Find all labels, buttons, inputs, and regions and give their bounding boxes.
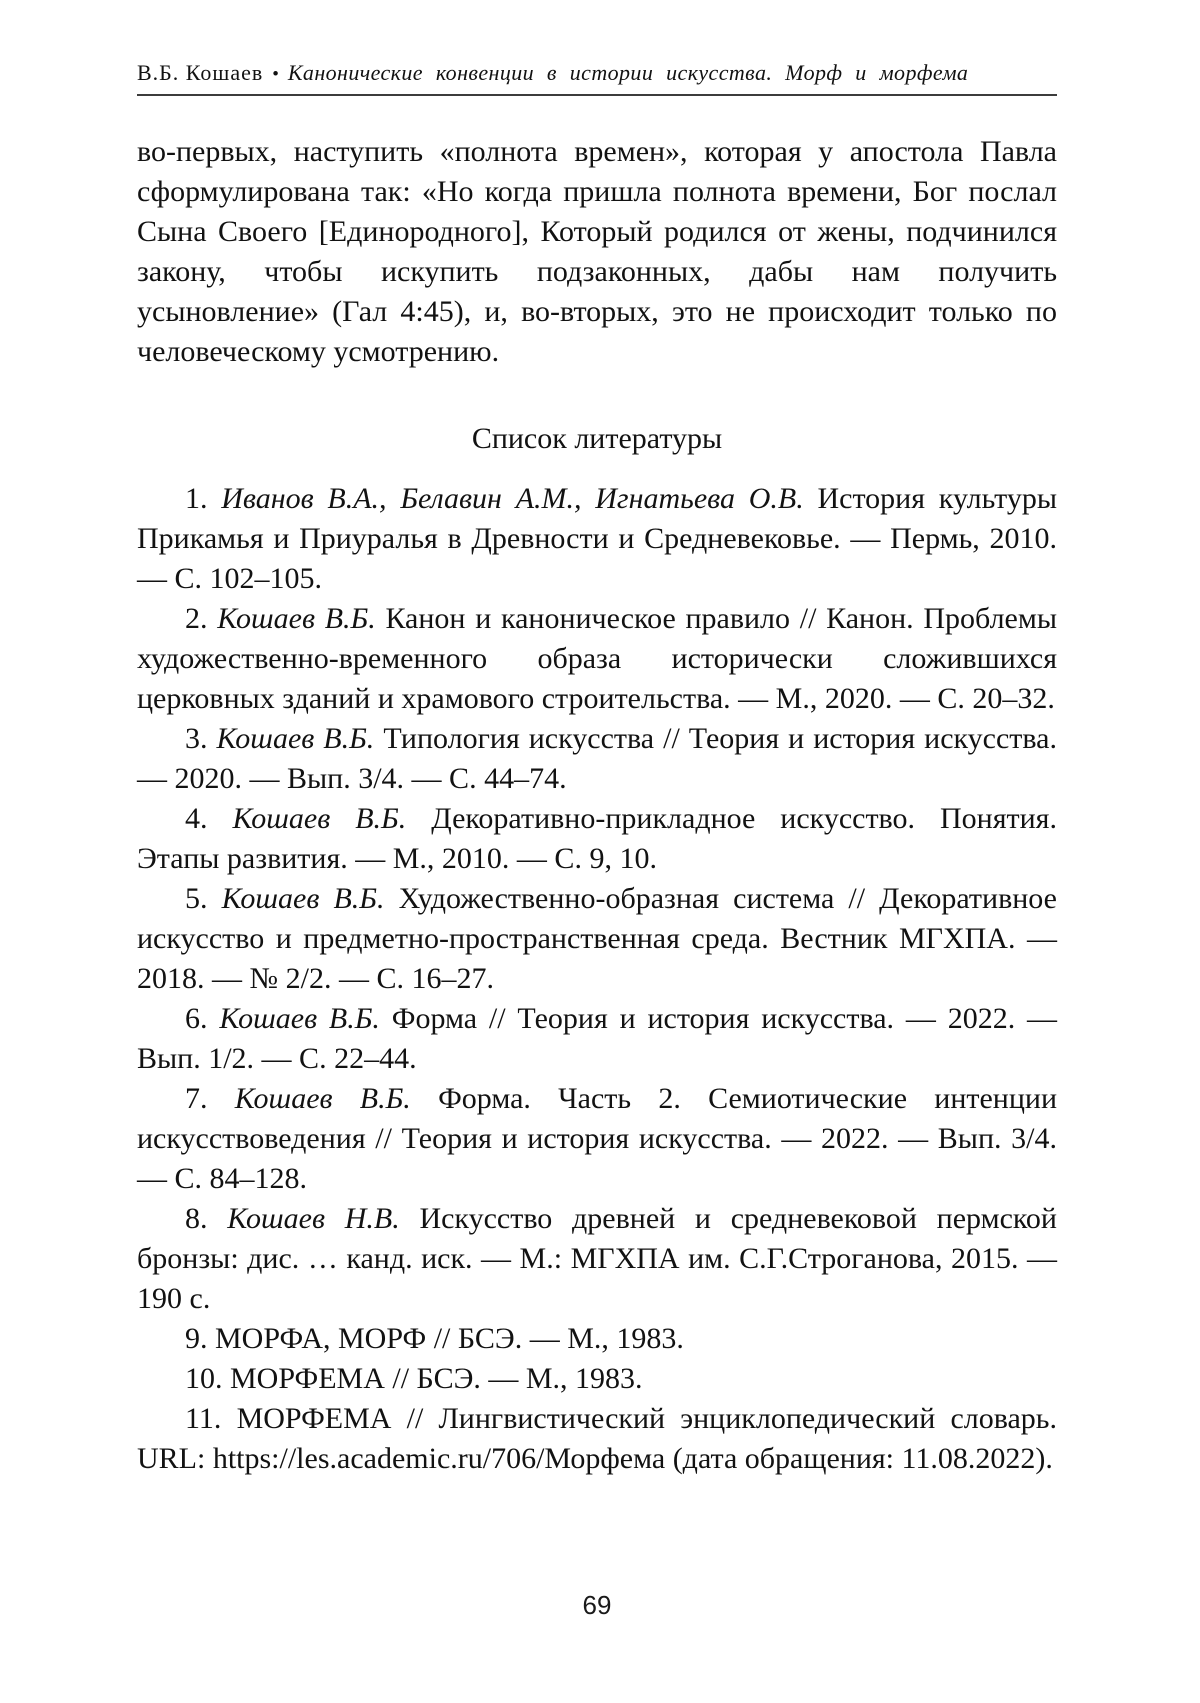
header-divider [137, 94, 1057, 96]
reference-item [137, 999, 1057, 1079]
reference-text: МОРФЕМА // Лингвистический энциклопедический словарь. URL: https://les.academic.ru/706/Морфема (дата обращения: 11.08.2022). [137, 1402, 1057, 1475]
reference-number: 2. [185, 602, 208, 635]
reference-item [137, 1399, 1057, 1479]
reference-text: Форма. Часть 2. Семиотические интенции искусствоведения // Теория и история искусства. — 2022. — Вып. 3/4. — С. 84–128. [137, 1082, 1058, 1195]
reference-number: 5. [185, 882, 208, 915]
reference-number: 8. [185, 1202, 208, 1235]
bullet-separator-icon: • [272, 64, 279, 85]
reference-authors: Кошаев В.Б. [216, 722, 375, 755]
reference-item [137, 479, 1057, 599]
running-head-title: Канонические конвенции в истории искусства. Морф и морфема [287, 60, 969, 85]
reference-item [137, 599, 1057, 719]
reference-item [137, 1359, 1057, 1399]
reference-item [137, 719, 1057, 799]
reference-item [137, 1079, 1057, 1199]
reference-text: Форма // Теория и история искусства. — 2022. — Вып. 1/2. — С. 22–44. [137, 1002, 1058, 1075]
reference-item [137, 1319, 1057, 1359]
reference-item [137, 879, 1057, 999]
reference-authors: Иванов В.А., Белавин А.М., Игнатьева О.В. [221, 482, 804, 515]
reference-authors: Кошаев Н.В. [227, 1202, 400, 1235]
page-number: 69 [582, 1590, 612, 1620]
reference-text: История культуры Прикамья и Приуралья в Древности и Средневековье. — Пермь, 2010. — С. 102–105. [137, 482, 1058, 595]
reference-text: Канон и каноническое правило // Канон. Проблемы художественно-временного образа исторически сложившихся церковных зданий и храмового строительства. — М., 2020. — С. 20–32. [137, 602, 1057, 715]
reference-text: МОРФЕМА // БСЭ. — М., 1983. [230, 1362, 643, 1395]
reference-item [137, 799, 1057, 879]
reference-number: 7. [185, 1082, 208, 1115]
reference-text: МОРФА, МОРФ // БСЭ. — М., 1983. [215, 1322, 684, 1355]
reference-number: 4. [185, 802, 208, 835]
running-head [137, 60, 1057, 88]
reference-number: 10. [185, 1362, 223, 1395]
reference-number: 3. [185, 722, 208, 755]
reference-number: 11. [185, 1402, 222, 1435]
reference-authors: Кошаев В.Б. [221, 882, 385, 915]
reference-text: Типология искусства // Теория и история искусства. — 2020. — Вып. 3/4. — С. 44–74. [137, 722, 1057, 795]
running-head-author: В.Б. Кошаев [137, 60, 264, 85]
body-paragraph: во-первых, наступить «полнота времен», которая у апостола Павла сформулирована так: «Но когда пришла полнота времени, Бог послал Сына Своего [Единородного], Который родился от жены, подчинился закону, чтобы искупить подзаконных, дабы нам получить усыновление» (Гал 4:45), и, во-вторых, это не происходит только по человеческому усмотрению. [137, 135, 1057, 368]
reference-text: Искусство древней и средневековой пермской бронзы: дис. … канд. иск. — М.: МГХПА им. С.Г.Строганова, 2015. — 190 с. [137, 1202, 1057, 1315]
reference-authors: Кошаев В.Б. [217, 602, 376, 635]
section-heading: Список литературы [471, 422, 723, 455]
reference-item [137, 1199, 1057, 1319]
reference-number: 6. [185, 1002, 208, 1035]
references-list [137, 479, 1057, 1479]
reference-number: 9. [185, 1322, 208, 1355]
reference-number: 1. [185, 482, 208, 515]
reference-authors: Кошаев В.Б. [232, 802, 407, 835]
reference-authors: Кошаев В.Б. [219, 1002, 380, 1035]
reference-authors: Кошаев В.Б. [234, 1082, 411, 1115]
reference-text: Декоративно-прикладное искусство. Понятия. Этапы развития. — М., 2010. — С. 9, 10. [137, 802, 1057, 875]
reference-text: Художественно-образная система // Декоративное искусство и предметно-пространственная среда. Вестник МГХПА. — 2018. — № 2/2. — С. 16–27. [137, 882, 1057, 995]
